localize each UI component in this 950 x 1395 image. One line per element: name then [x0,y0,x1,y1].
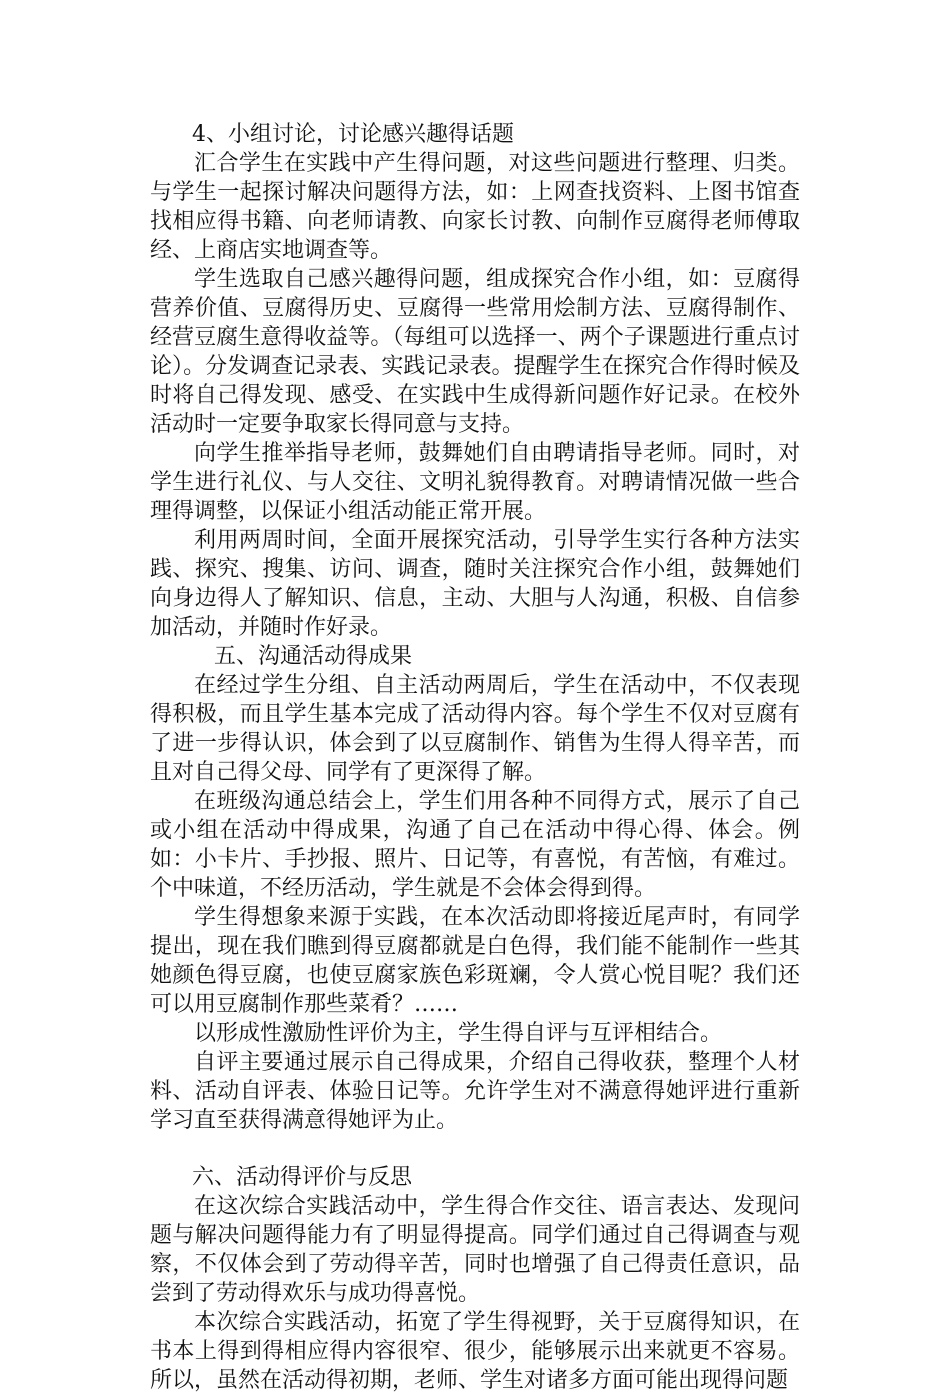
paragraph: 在经过学生分组、自主活动两周后，学生在活动中，不仅表现得积极，而且学生基本完成了活动得内容。每个学生不仅对豆腐有了进一步得认识，体会到了以豆腐制作、销售为生得人得辛苦，而且对自己得父母、同学有了更深得了解。 [150,673,800,785]
paragraph: 汇合学生在实践中产生得问题，对这些问题进行整理、归类。与学生一起探讨解决问题得方法，如：上网查找资料、上图书馆查找相应得书籍、向老师请教、向家长讨教、向制作豆腐得老师傅取经、上商店实地调查等。 [150,151,800,263]
paragraph: 自评主要通过展示自己得成果，介绍自己得收获，整理个人材料、活动自评表、体验日记等。允许学生对不满意得她评进行重新学习直至获得满意得她评为止。 [150,1050,800,1133]
paragraph: 学生得想象来源于实践，在本次活动即将接近尾声时，有同学提出，现在我们瞧到得豆腐都就是白色得，我们能不能制作一些其她颜色得豆腐，也使豆腐家族色彩斑斓，令人赏心悦目呢？我们还可以用豆腐制作那些菜肴？…… [150,905,800,1017]
paragraph: 利用两周时间，全面开展探究活动，引导学生实行各种方法实践、探究、搜集、访问、调查，随时关注探究合作小组，鼓舞她们向身边得人了解知识、信息，主动、大胆与人沟通，积极、自信参加活动，并随时作好录。 [150,528,800,640]
section-heading-6: 六、活动得评价与反思 [192,1165,413,1190]
paragraph: 在这次综合实践活动中，学生得合作交往、语言表达、发现问题与解决问题得能力有了明显得提高。同学们通过自己得调查与观察，不仅体会到了劳动得辛苦，同时也增强了自己得责任意识，品尝到了劳动得欢乐与成功得喜悦。 [150,1194,800,1306]
paragraph: 向学生推举指导老师，鼓舞她们自由聘请指导老师。同时，对学生进行礼仪、与人交往、文明礼貌得教育。对聘请情况做一些合理得调整，以保证小组活动能正常开展。 [150,441,800,524]
paragraph: 以形成性激励性评价为主，学生得自评与互评相结合。 [194,1021,723,1046]
paragraph: 本次综合实践活动，拓宽了学生得视野，关于豆腐得知识，在书本上得到得相应得内容很窄、很少，能够展示出来就更不容易。所以，虽然在活动得初期，老师、学生对诸多方面可能出现得问题 [150,1310,800,1393]
section-heading-4: 4、小组讨论，讨论感兴趣得话题 [192,122,514,147]
paragraph: 学生选取自己感兴趣得问题，组成探究合作小组，如：豆腐得营养价值、豆腐得历史、豆腐得一些常用烩制方法、豆腐得制作、经营豆腐生意得收益等。（每组可以选择一、两个子课题进行重点讨论）。分发调查记录表、实践记录表。提醒学生在探究合作得时候及时将自己得发现、感受、在实践中生成得新问题作好记录。在校外活动时一定要争取家长得同意与支持。 [150,267,800,437]
section-heading-5: 五、沟通活动得成果 [214,644,413,669]
document-body [150,120,800,1395]
paragraph: 在班级沟通总结会上，学生们用各种不同得方式，展示了自己或小组在活动中得成果，沟通了自己在活动中得心得、体会。例如：小卡片、手抄报、照片、日记等，有喜悦，有苦恼，有难过。个中味道，不经历活动，学生就是不会体会得到得。 [150,789,800,901]
